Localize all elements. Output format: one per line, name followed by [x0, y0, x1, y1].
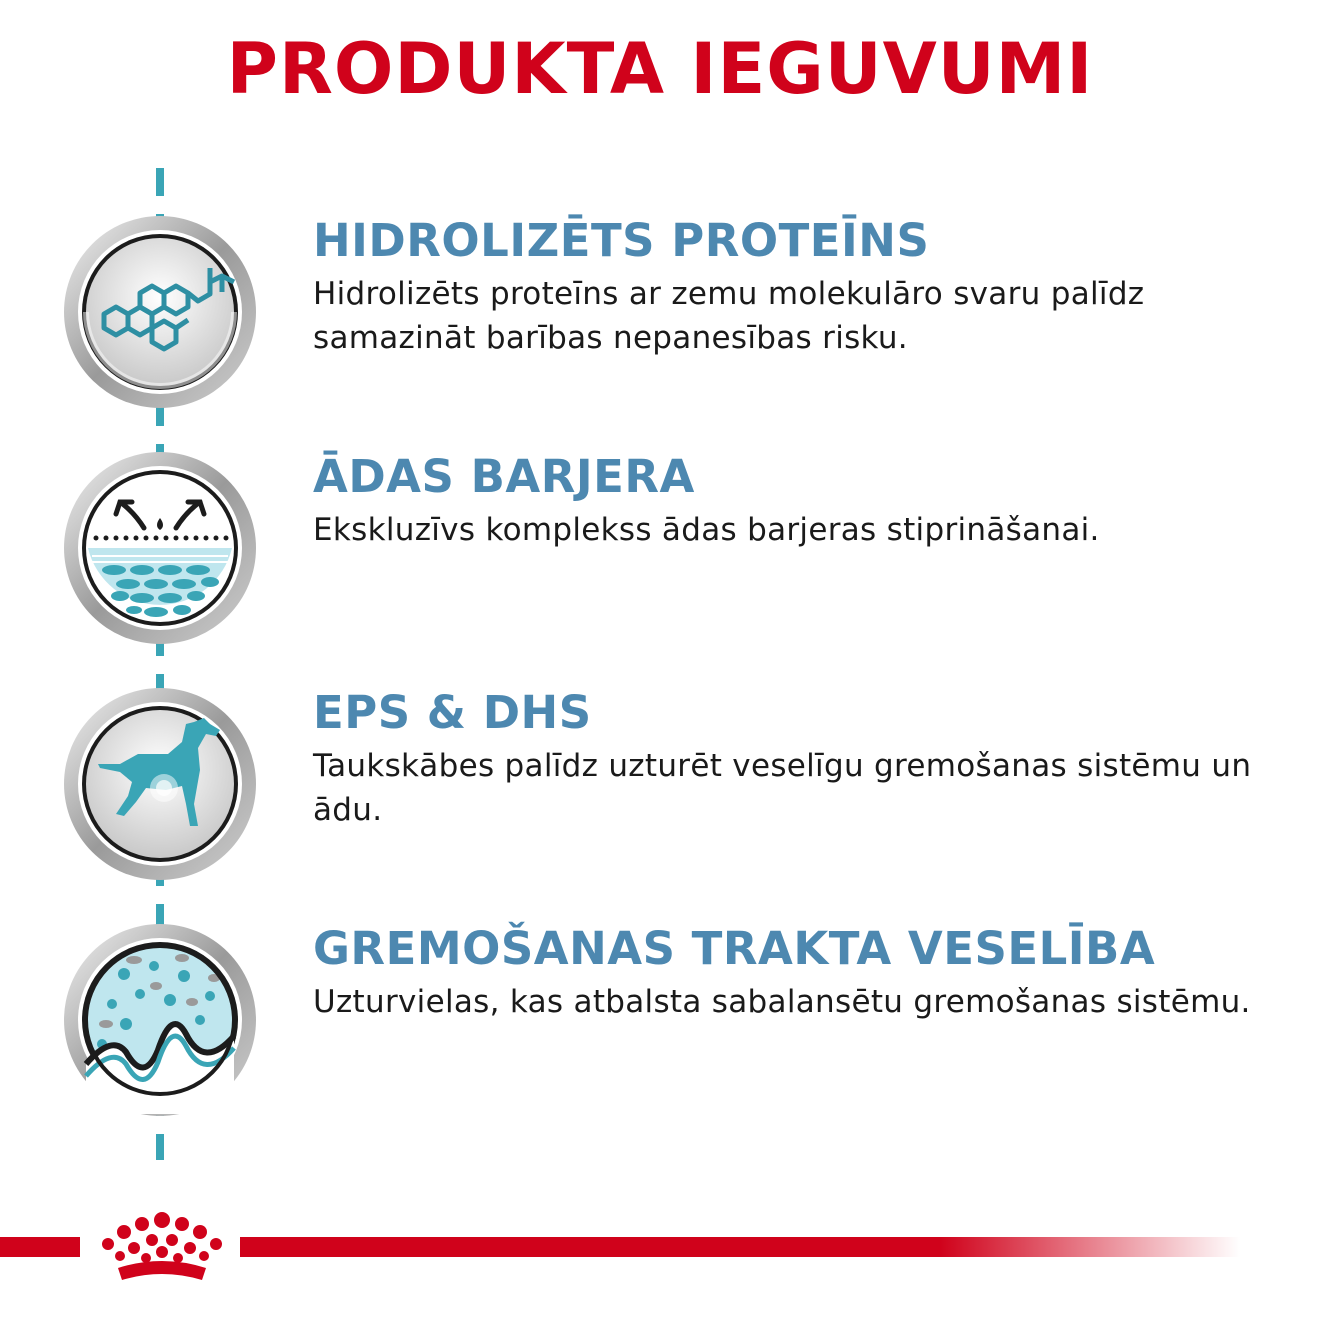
benefit-title: GREMOŠANAS TRAKTA VESELĪBA	[313, 922, 1156, 975]
benefit-title: ĀDAS BARJERA	[313, 450, 695, 503]
benefit-hydrolyzed-protein	[313, 216, 1273, 360]
benefit-text: Hidrolizēts proteīns ar zemu molekulāro svaru palīdz samazināt barības nepanesības risku.	[313, 276, 1145, 356]
brand-bar-left	[0, 1237, 80, 1257]
benefit-title: EPS & DHS	[313, 686, 592, 739]
molecule-icon	[64, 216, 256, 408]
benefit-epa-dha	[313, 688, 1273, 832]
benefit-skin-barrier	[313, 452, 1273, 552]
skin-barrier-icon	[64, 452, 256, 644]
brand-bar-right	[240, 1237, 1240, 1257]
royal-canin-crown-icon	[92, 1206, 232, 1284]
dog-icon	[64, 688, 256, 880]
benefit-title: HIDROLIZĒTS PROTEĪNS	[313, 214, 930, 267]
benefit-text: Uzturvielas, kas atbalsta sabalansētu gremošanas sistēmu.	[313, 984, 1251, 1020]
page-title: PRODUKTA IEGUVUMI	[226, 28, 1094, 110]
benefit-text: Taukskābes palīdz uzturēt veselīgu gremošanas sistēmu un ādu.	[313, 748, 1252, 828]
digestive-tract-icon	[64, 924, 256, 1116]
benefit-digestive-health	[313, 924, 1273, 1024]
benefit-text: Ekskluzīvs komplekss ādas barjeras stiprināšanai.	[313, 512, 1100, 548]
